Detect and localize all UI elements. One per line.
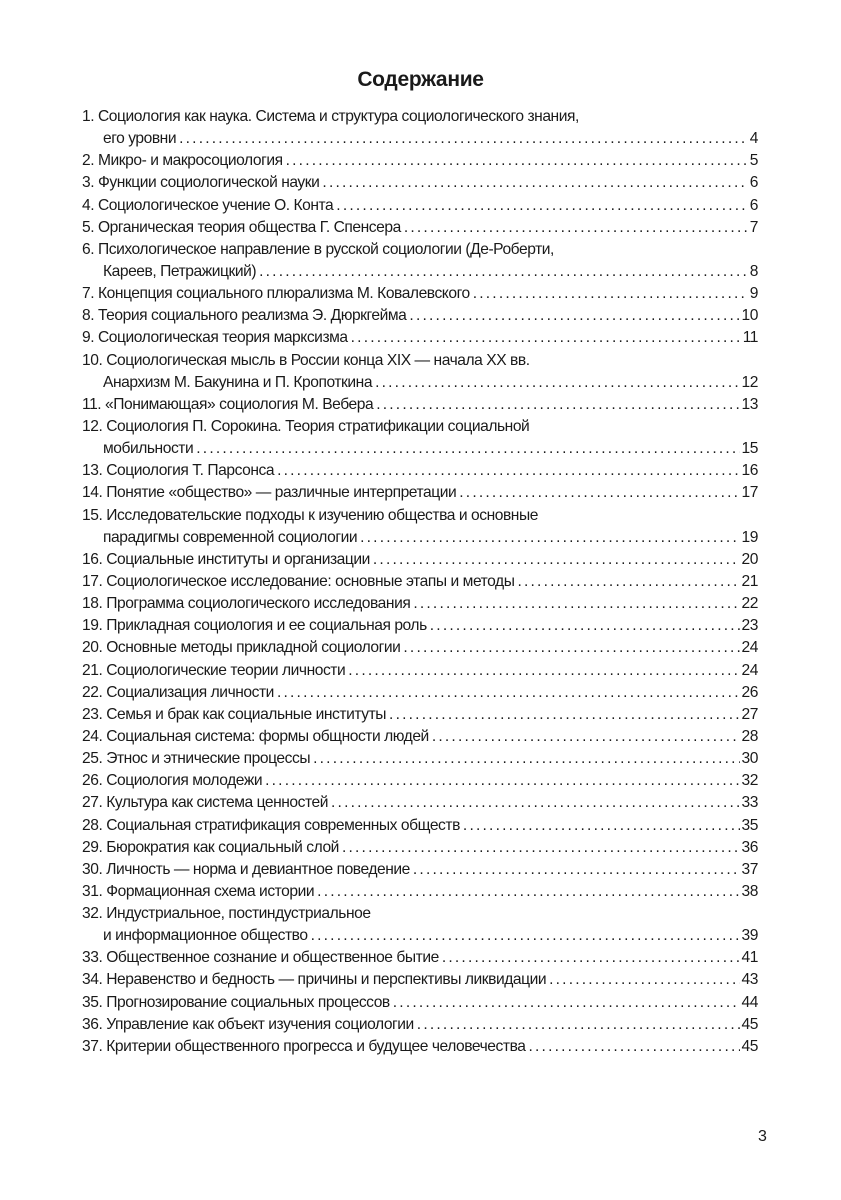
toc-entry-page: 33: [741, 794, 758, 812]
toc-line: [82, 261, 758, 283]
toc-entry-title: 35. Прогнозирование социальных процессов: [82, 993, 390, 1011]
toc-entry: [82, 305, 758, 327]
toc-entry: [82, 660, 758, 682]
toc-entry-page: 20: [741, 550, 758, 568]
toc-entry-page: 12: [741, 373, 758, 391]
leader-dots: [333, 195, 747, 217]
toc-entry-title: 27. Культура как система ценностей: [82, 794, 329, 812]
toc-line: [82, 438, 758, 460]
leader-dots: [456, 482, 739, 504]
toc-entry: [82, 327, 758, 349]
toc-entry-title: 23. Семья и брак как социальные институты: [82, 705, 387, 723]
toc-line: [82, 106, 758, 128]
leader-dots: [427, 615, 740, 637]
toc-entry: [82, 571, 758, 593]
leader-dots: [460, 815, 740, 837]
toc-entry-title: Анархизм М. Бакунина и П. Кропоткина: [103, 373, 373, 391]
leader-dots: [308, 925, 740, 947]
toc-entry-title: 2. Микро- и макросоциология: [82, 152, 283, 170]
toc-entry: [82, 460, 758, 482]
leader-dots: [386, 704, 740, 726]
toc-line: [82, 305, 758, 327]
toc-line: [82, 704, 758, 726]
toc-entry-page: 16: [741, 462, 758, 480]
toc-line: [82, 837, 758, 859]
toc-entry: [82, 837, 758, 859]
toc-entry: [82, 704, 758, 726]
toc-line: [82, 527, 758, 549]
toc-entry-page: 43: [741, 971, 758, 989]
leader-dots: [328, 792, 740, 814]
toc-line: [82, 372, 758, 394]
toc-entry: [82, 969, 758, 991]
toc-line: [82, 571, 758, 593]
toc-line: [82, 549, 758, 571]
toc-entry-page: 8: [749, 262, 758, 280]
leader-dots: [373, 394, 739, 416]
toc-entry-title: 13. Социология Т. Парсонса: [82, 462, 275, 480]
toc-line: [82, 859, 758, 881]
toc-entry-page: 11: [742, 329, 758, 347]
toc-entry-page: 45: [741, 1037, 758, 1055]
toc-entry-title: 28. Социальная стратификация современных обществ: [82, 816, 460, 834]
toc-entry-page: 21: [741, 572, 758, 590]
toc-entry: [82, 859, 758, 881]
toc-entry-page: 7: [749, 218, 758, 236]
toc-line: [82, 992, 758, 1014]
table-of-contents: [82, 106, 758, 1058]
leader-dots: [390, 992, 740, 1014]
leader-dots: [370, 549, 740, 571]
toc-entry-title: 17. Социологическое исследование: основные этапы и методы: [82, 572, 515, 590]
toc-entry: [82, 549, 758, 571]
leader-dots: [310, 748, 739, 770]
page-title: Содержание: [357, 68, 484, 91]
toc-entry: [82, 593, 758, 615]
leader-dots: [256, 261, 748, 283]
leader-dots: [410, 859, 740, 881]
toc-line: [82, 748, 758, 770]
leader-dots: [283, 150, 748, 172]
toc-entry-title: 5. Органическая теория общества Г. Спенсера: [82, 218, 401, 236]
toc-line: [82, 947, 758, 969]
leader-dots: [439, 947, 740, 969]
leader-dots: [401, 217, 748, 239]
toc-entry-title: Кареев, Петражицкий): [103, 262, 257, 280]
toc-entry-page: 30: [741, 750, 758, 768]
toc-entry-page: 13: [741, 395, 758, 413]
leader-dots: [274, 460, 739, 482]
toc-entry: [82, 482, 758, 504]
toc-entry: [82, 1014, 758, 1036]
leader-dots: [414, 1014, 740, 1036]
toc-line: [82, 283, 758, 305]
toc-line: [82, 195, 758, 217]
leader-dots: [406, 305, 739, 327]
toc-entry: [82, 350, 758, 394]
toc-entry-page: 9: [749, 285, 758, 303]
toc-line: [82, 416, 758, 438]
toc-entry-page: 22: [741, 595, 758, 613]
toc-entry-page: 6: [749, 196, 758, 214]
toc-entry-title: 18. Программа социологического исследования: [82, 595, 411, 613]
toc-line: [82, 172, 758, 194]
toc-line: [82, 660, 758, 682]
leader-dots: [262, 770, 739, 792]
toc-entry-title: и информационное общество: [103, 927, 308, 945]
toc-entry-page: 10: [741, 307, 758, 325]
leader-dots: [193, 438, 739, 460]
toc-entry-page: 32: [741, 772, 758, 790]
toc-entry-title: 9. Социологическая теория марксизма: [82, 329, 348, 347]
leader-dots: [345, 660, 739, 682]
toc-line: [82, 726, 758, 748]
toc-line: [82, 925, 758, 947]
toc-line: [82, 505, 758, 527]
toc-line: [82, 815, 758, 837]
toc-entry: [82, 505, 758, 549]
toc-entry-title: 26. Социология молодежи: [82, 772, 263, 790]
toc-entry-page: 24: [741, 639, 758, 657]
toc-entry-title: 36. Управление как объект изучения социологии: [82, 1015, 414, 1033]
toc-entry: [82, 394, 758, 416]
leader-dots: [546, 969, 739, 991]
toc-entry-page: 35: [741, 816, 758, 834]
leader-dots: [525, 1036, 739, 1058]
leader-dots: [470, 283, 748, 305]
toc-entry-title: 34. Неравенство и бедность — причины и перспективы ликвидации: [82, 971, 547, 989]
toc-line: [82, 150, 758, 172]
toc-entry-title: 25. Этнос и этнические процессы: [82, 750, 311, 768]
toc-entry-title: 10. Социологическая мысль в России конца XIX — начала XX вв.: [82, 351, 530, 369]
toc-entry-page: 26: [741, 683, 758, 701]
toc-entry: [82, 615, 758, 637]
toc-entry-page: 6: [749, 174, 758, 192]
leader-dots: [410, 593, 739, 615]
toc-entry-title: 29. Бюрократия как социальный слой: [82, 838, 339, 856]
toc-entry-page: 44: [741, 993, 758, 1011]
toc-entry-page: 27: [741, 705, 758, 723]
toc-entry-title: 32. Индустриальное, постиндустриальное: [82, 905, 371, 923]
toc-entry: [82, 815, 758, 837]
toc-entry-title: 20. Основные методы прикладной социологии: [82, 639, 401, 657]
toc-entry-title: 11. «Понимающая» социология М. Вебера: [82, 395, 374, 413]
toc-line: [82, 969, 758, 991]
toc-entry: [82, 947, 758, 969]
toc-line: [82, 217, 758, 239]
leader-dots: [372, 372, 739, 394]
toc-entry-title: 14. Понятие «общество» — различные интерпретации: [82, 484, 457, 502]
toc-entry-page: 19: [741, 528, 758, 546]
toc-entry-title: 12. Социология П. Сорокина. Теория стратификации социальной: [82, 417, 530, 435]
toc-entry: [82, 150, 758, 172]
toc-entry: [82, 172, 758, 194]
toc-entry-title: 22. Социализация личности: [82, 683, 274, 701]
toc-entry: [82, 106, 758, 150]
toc-line: [82, 682, 758, 704]
toc-entry-title: 37. Критерии общественного прогресса и будущее человечества: [82, 1037, 526, 1055]
page-number: 3: [758, 1128, 767, 1145]
toc-entry-title: 3. Функции социологической науки: [82, 174, 320, 192]
toc-entry: [82, 195, 758, 217]
toc-line: [82, 482, 758, 504]
toc-line: [82, 770, 758, 792]
toc-entry-title: 15. Исследовательские подходы к изучению общества и основные: [82, 506, 538, 524]
toc-entry-title: 8. Теория социального реализма Э. Дюркгейма: [82, 307, 407, 325]
toc-entry-title: 1. Социология как наука. Система и структура социологического знания,: [82, 108, 579, 125]
toc-line: [82, 792, 758, 814]
toc-line: [82, 1036, 758, 1058]
leader-dots: [314, 881, 739, 903]
toc-entry: [82, 792, 758, 814]
toc-entry: [82, 748, 758, 770]
toc-line: [82, 615, 758, 637]
leader-dots: [429, 726, 740, 748]
toc-line: [82, 903, 758, 925]
toc-entry-title: его уровни: [103, 130, 177, 148]
toc-entry: [82, 992, 758, 1014]
toc-entry-page: 17: [741, 484, 758, 502]
leader-dots: [514, 571, 739, 593]
toc-entry-title: 21. Социологические теории личности: [82, 661, 346, 679]
toc-entry-page: 38: [741, 882, 758, 900]
toc-entry: [82, 881, 758, 903]
leader-dots: [339, 837, 740, 859]
leader-dots: [319, 172, 747, 194]
toc-line: [82, 128, 758, 150]
toc-entry-page: 45: [741, 1015, 758, 1033]
toc-entry: [82, 903, 758, 947]
toc-entry-title: 4. Социологическое учение О. Конта: [82, 196, 334, 214]
toc-entry-page: 28: [741, 727, 758, 745]
toc-entry-title: 16. Социальные институты и организации: [82, 550, 370, 568]
leader-dots: [274, 682, 740, 704]
toc-entry: [82, 283, 758, 305]
toc-entry: [82, 1036, 758, 1058]
leader-dots: [400, 637, 739, 659]
toc-line: [82, 327, 758, 349]
toc-line: [82, 593, 758, 615]
toc-entry-page: 39: [741, 927, 758, 945]
toc-entry-page: 15: [741, 440, 758, 458]
toc-line: [82, 1014, 758, 1036]
leader-dots: [176, 128, 748, 150]
toc-entry: [82, 416, 758, 460]
toc-line: [82, 394, 758, 416]
toc-line: [82, 881, 758, 903]
toc-entry: [82, 637, 758, 659]
toc-entry: [82, 217, 758, 239]
toc-entry-page: 41: [741, 949, 758, 967]
toc-entry: [82, 770, 758, 792]
toc-line: [82, 637, 758, 659]
leader-dots: [348, 327, 741, 349]
toc-line: [82, 239, 758, 261]
toc-entry-title: 6. Психологическое направление в русской социологии (Де-Роберти,: [82, 240, 554, 258]
toc-entry-title: парадигмы современной социологии: [103, 528, 358, 546]
toc-line: [82, 350, 758, 372]
toc-entry-page: 37: [741, 860, 758, 878]
toc-entry-title: 7. Концепция социального плюрализма М. Ковалевского: [82, 285, 470, 303]
toc-entry-title: мобильности: [103, 440, 194, 458]
toc-entry-page: 24: [741, 661, 758, 679]
toc-entry-title: 33. Общественное сознание и общественное бытие: [82, 949, 439, 967]
toc-entry: [82, 239, 758, 283]
toc-entry: [82, 726, 758, 748]
leader-dots: [357, 527, 739, 549]
toc-entry-page: 23: [741, 617, 758, 635]
toc-entry-title: 19. Прикладная социология и ее социальная роль: [82, 617, 427, 635]
toc-entry: [82, 682, 758, 704]
toc-entry-page: 36: [741, 838, 758, 856]
toc-entry-title: 31. Формационная схема истории: [82, 882, 315, 900]
toc-entry-page: 5: [749, 152, 758, 170]
toc-line: [82, 460, 758, 482]
toc-entry-title: 24. Социальная система: формы общности людей: [82, 727, 429, 745]
toc-entry-title: 30. Личность — норма и девиантное поведение: [82, 860, 410, 878]
toc-entry-page: 4: [749, 130, 758, 148]
